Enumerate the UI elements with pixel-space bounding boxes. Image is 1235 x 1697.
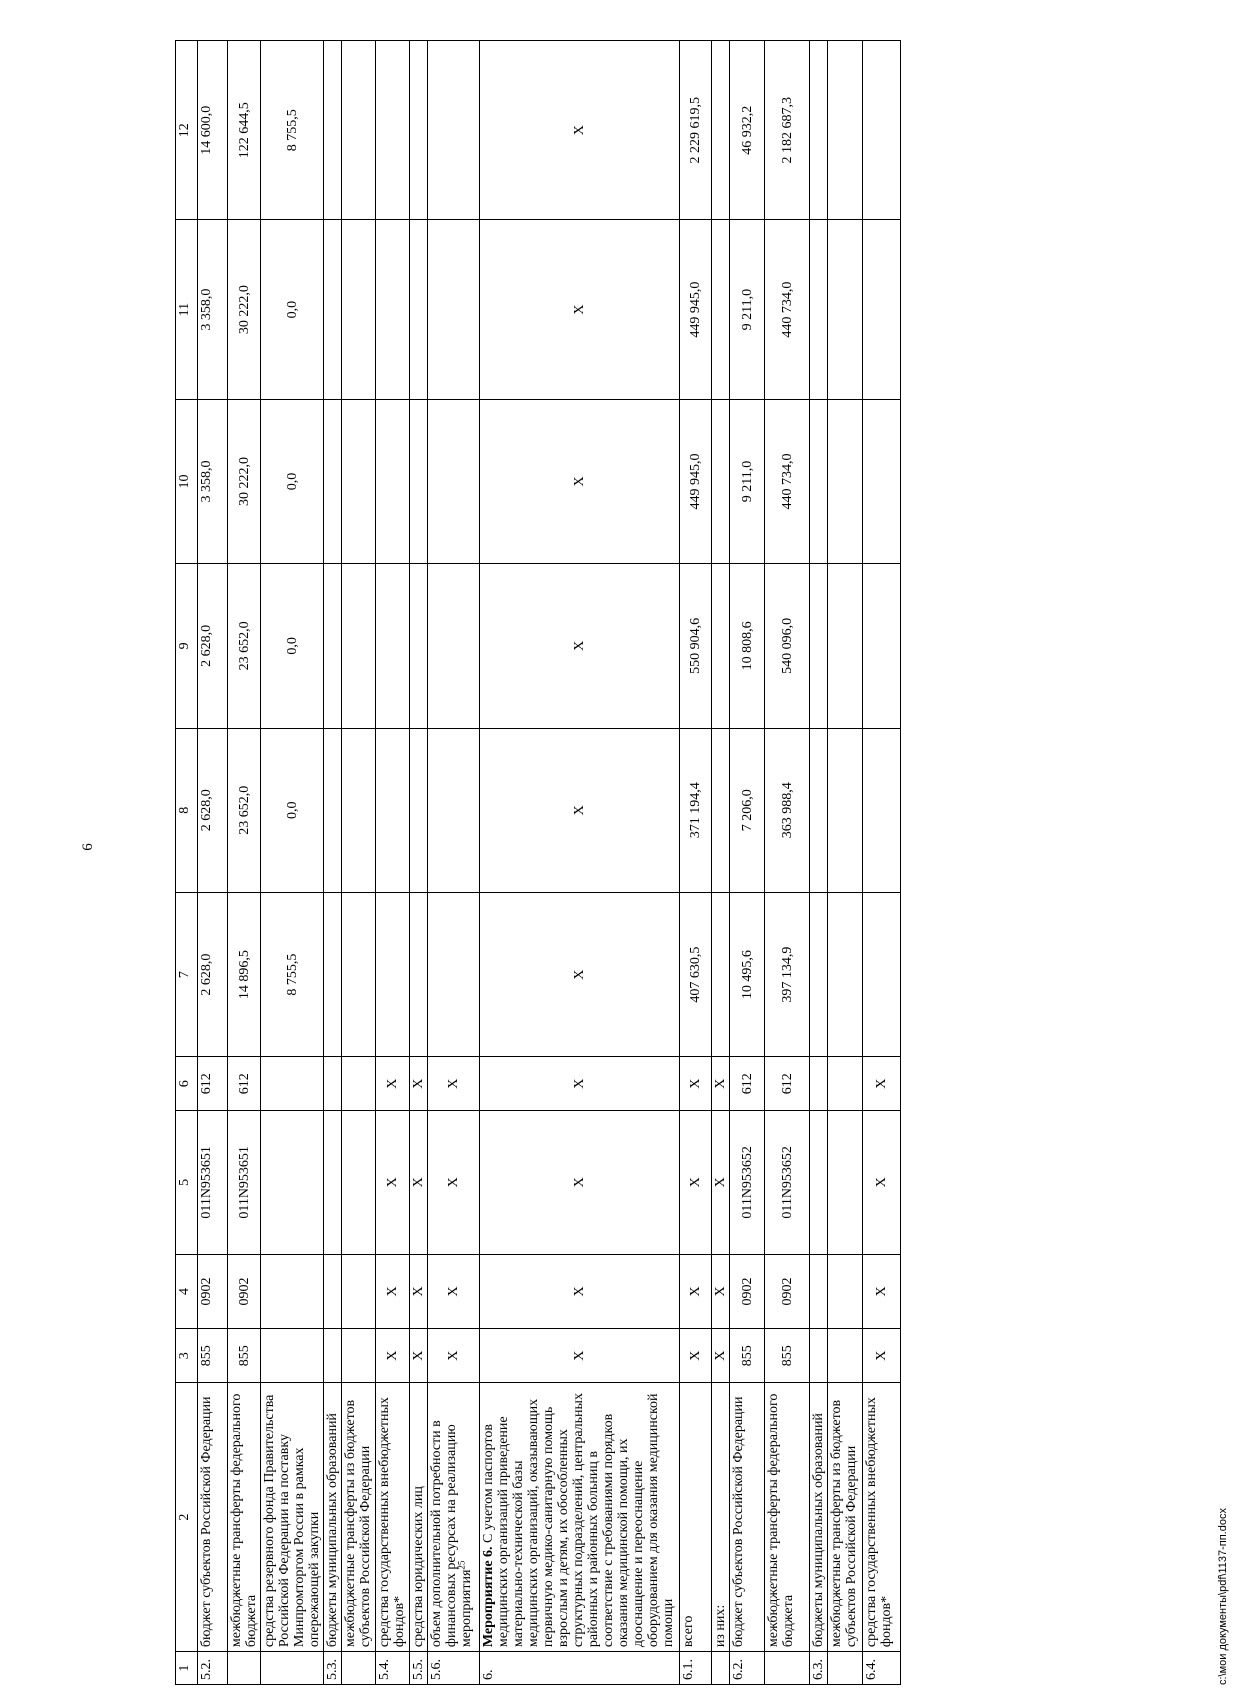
footer-path: c:\мои документы\pdf\1137-пп.docx <box>1217 1508 1229 1685</box>
value-cell <box>863 564 901 728</box>
row-label: бюджеты муниципальных образований <box>324 1383 342 1652</box>
value-cell <box>342 1329 376 1383</box>
value-cell <box>712 41 730 220</box>
value-cell <box>863 41 901 220</box>
value-cell: 2 628,0 <box>198 564 228 728</box>
value-cell <box>342 728 376 892</box>
table-row <box>680 41 712 1685</box>
value-cell: X <box>863 1329 901 1383</box>
row-label: из них: <box>712 1383 730 1652</box>
value-cell: 30 222,0 <box>228 220 261 399</box>
row-label: межбюджетные трансферты из бюджетов субъектов Российской Федерации <box>828 1383 863 1652</box>
value-cell: 0902 <box>765 1254 810 1329</box>
row-number: 6.1. <box>680 1652 712 1685</box>
value-cell: X <box>376 1057 410 1111</box>
value-cell: 0,0 <box>261 564 324 728</box>
budget-table <box>175 40 901 1685</box>
row-label: средства государственных внебюджетных фондов* <box>376 1383 410 1652</box>
value-cell: 363 988,4 <box>765 728 810 892</box>
value-cell: X <box>410 1057 428 1111</box>
value-cell <box>324 220 342 399</box>
value-cell <box>261 1329 324 1383</box>
value-cell <box>712 220 730 399</box>
value-cell <box>376 399 410 563</box>
row-label: бюджеты муниципальных образований <box>810 1383 828 1652</box>
row-label: средства государственных внебюджетных фондов* <box>863 1383 901 1652</box>
value-cell: 23 652,0 <box>228 564 261 728</box>
table-row <box>261 41 324 1685</box>
table-row <box>198 41 228 1685</box>
row-label: межбюджетные трансферты федерального бюджета <box>228 1383 261 1652</box>
value-cell <box>828 728 863 892</box>
value-cell: X <box>480 892 680 1056</box>
value-cell: X <box>376 1111 410 1254</box>
value-cell <box>324 728 342 892</box>
value-cell: 3 358,0 <box>198 399 228 563</box>
value-cell: 8 755,5 <box>261 41 324 220</box>
value-cell <box>342 41 376 220</box>
value-cell: X <box>480 1057 680 1111</box>
value-cell: X <box>376 1254 410 1329</box>
table-row <box>863 41 901 1685</box>
header-cell: 12 <box>176 41 198 220</box>
value-cell: X <box>680 1057 712 1111</box>
value-cell: 0,0 <box>261 728 324 892</box>
value-cell <box>828 1254 863 1329</box>
value-cell <box>428 564 480 728</box>
value-cell <box>828 1111 863 1254</box>
value-cell: 30 222,0 <box>228 399 261 563</box>
row-label-text: объем дополнительной потребности в финансовых ресурсах на реализацию мероприятия <box>429 1420 474 1648</box>
value-cell <box>810 728 828 892</box>
row-label: бюджет субъектов Российской Федерации <box>198 1383 228 1652</box>
table-row <box>410 41 428 1685</box>
value-cell: 10 808,6 <box>730 564 765 728</box>
header-cell: 2 <box>176 1383 198 1652</box>
value-cell <box>810 220 828 399</box>
row-number: 5.6. <box>428 1652 480 1685</box>
header-cell: 6 <box>176 1057 198 1111</box>
value-cell: X <box>428 1057 480 1111</box>
row-label-text: С учетом паспортов медицинских организаций приведение материально-технической базы медицинских организаций, оказывающих первичную медико-санитарную помощь взрослым и детям, их обособленных структурных подразделений, центральных районных и районных больниц в соответствие с требованиями порядков оказания медицинской помощи, их дооснащение и переоснащение оборудованием для оказания медицинской помощи <box>481 1393 676 1648</box>
value-cell <box>324 41 342 220</box>
value-cell: 14 600,0 <box>198 41 228 220</box>
table-row <box>324 41 342 1685</box>
value-cell: X <box>376 1329 410 1383</box>
table-row <box>342 41 376 1685</box>
value-cell: 0902 <box>198 1254 228 1329</box>
value-cell <box>410 399 428 563</box>
value-cell <box>428 399 480 563</box>
table-row <box>810 41 828 1685</box>
value-cell <box>712 564 730 728</box>
row-number: 5.3. <box>324 1652 342 1685</box>
table-row <box>828 41 863 1685</box>
row-number: 5.4. <box>376 1652 410 1685</box>
row-label: бюджет субъектов Российской Федерации <box>730 1383 765 1652</box>
value-cell <box>712 892 730 1056</box>
value-cell: 2 628,0 <box>198 728 228 892</box>
value-cell: X <box>680 1329 712 1383</box>
value-cell: 23 652,0 <box>228 728 261 892</box>
value-cell <box>342 1254 376 1329</box>
value-cell <box>428 220 480 399</box>
value-cell: X <box>480 1111 680 1254</box>
value-cell: X <box>863 1111 901 1254</box>
value-cell <box>863 399 901 563</box>
value-cell: X <box>480 41 680 220</box>
value-cell <box>712 728 730 892</box>
page-number: 6 <box>80 843 96 851</box>
value-cell: 449 945,0 <box>680 220 712 399</box>
value-cell <box>342 1111 376 1254</box>
row-number: 5.2. <box>198 1652 228 1685</box>
value-cell <box>410 220 428 399</box>
value-cell: 7 206,0 <box>730 728 765 892</box>
row-number: 5.5. <box>410 1652 428 1685</box>
value-cell <box>376 220 410 399</box>
value-cell <box>324 399 342 563</box>
value-cell: 10 495,6 <box>730 892 765 1056</box>
table-row <box>765 41 810 1685</box>
value-cell: 612 <box>765 1057 810 1111</box>
value-cell <box>863 728 901 892</box>
value-cell: 440 734,0 <box>765 220 810 399</box>
value-cell: 550 904,6 <box>680 564 712 728</box>
header-cell: 8 <box>176 728 198 892</box>
value-cell <box>324 1057 342 1111</box>
value-cell <box>810 41 828 220</box>
value-cell <box>828 220 863 399</box>
value-cell: 2 628,0 <box>198 892 228 1056</box>
value-cell: X <box>863 1254 901 1329</box>
value-cell: 855 <box>198 1329 228 1383</box>
value-cell: X <box>480 1329 680 1383</box>
value-cell <box>324 564 342 728</box>
value-cell <box>376 41 410 220</box>
value-cell <box>828 892 863 1056</box>
value-cell <box>410 41 428 220</box>
value-cell: 3 358,0 <box>198 220 228 399</box>
value-cell <box>324 892 342 1056</box>
value-cell <box>261 1057 324 1111</box>
table-row <box>730 41 765 1685</box>
value-cell: X <box>480 728 680 892</box>
value-cell: 011N953652 <box>765 1111 810 1254</box>
row-number <box>712 1652 730 1685</box>
value-cell: 0,0 <box>261 220 324 399</box>
value-cell: 440 734,0 <box>765 399 810 563</box>
value-cell <box>342 220 376 399</box>
row-label: средства юридических лиц <box>410 1383 428 1652</box>
table-row <box>376 41 410 1685</box>
row-label: всего <box>680 1383 712 1652</box>
value-cell: X <box>410 1329 428 1383</box>
header-cell: 5 <box>176 1111 198 1254</box>
table-row <box>480 41 680 1685</box>
value-cell: 9 211,0 <box>730 399 765 563</box>
value-cell: 612 <box>730 1057 765 1111</box>
value-cell: 371 194,4 <box>680 728 712 892</box>
value-cell: 122 644,5 <box>228 41 261 220</box>
value-cell: 011N953651 <box>228 1111 261 1254</box>
value-cell: X <box>428 1254 480 1329</box>
value-cell <box>342 399 376 563</box>
value-cell <box>810 564 828 728</box>
header-cell: 11 <box>176 220 198 399</box>
rotated-table-wrapper <box>175 40 1235 1685</box>
value-cell <box>810 399 828 563</box>
value-cell <box>828 1329 863 1383</box>
value-cell: 14 896,5 <box>228 892 261 1056</box>
value-cell <box>342 564 376 728</box>
footnote-marker: 25 <box>456 1560 467 1570</box>
value-cell: 540 096,0 <box>765 564 810 728</box>
value-cell: X <box>712 1111 730 1254</box>
table-row <box>712 41 730 1685</box>
value-cell <box>324 1254 342 1329</box>
value-cell: 9 211,0 <box>730 220 765 399</box>
value-cell: 8 755,5 <box>261 892 324 1056</box>
value-cell <box>410 892 428 1056</box>
value-cell <box>261 1111 324 1254</box>
value-cell: X <box>680 1254 712 1329</box>
value-cell: X <box>410 1254 428 1329</box>
value-cell: X <box>712 1329 730 1383</box>
header-cell: 10 <box>176 399 198 563</box>
header-cell: 3 <box>176 1329 198 1383</box>
row-number: 6.2. <box>730 1652 765 1685</box>
value-cell: 46 932,2 <box>730 41 765 220</box>
value-cell <box>810 1254 828 1329</box>
value-cell <box>828 399 863 563</box>
value-cell <box>376 564 410 728</box>
value-cell <box>810 892 828 1056</box>
value-cell: 2 182 687,3 <box>765 41 810 220</box>
value-cell <box>428 728 480 892</box>
header-cell: 9 <box>176 564 198 728</box>
value-cell <box>376 728 410 892</box>
value-cell: X <box>480 1254 680 1329</box>
value-cell: 855 <box>765 1329 810 1383</box>
value-cell <box>428 892 480 1056</box>
row-label-bold: Мероприятие 6. <box>481 1546 496 1648</box>
row-number: 6.3. <box>810 1652 828 1685</box>
value-cell: X <box>863 1057 901 1111</box>
row-number <box>261 1652 324 1685</box>
row-label: средства резервного фонда Правительства Российской Федерации на поставку Минпромторгом России в рамках опережающей закупки <box>261 1383 324 1652</box>
header-cell: 7 <box>176 892 198 1056</box>
value-cell: 449 945,0 <box>680 399 712 563</box>
value-cell <box>324 1111 342 1254</box>
value-cell: 0902 <box>730 1254 765 1329</box>
value-cell <box>810 1329 828 1383</box>
row-number <box>765 1652 810 1685</box>
value-cell: X <box>428 1111 480 1254</box>
value-cell <box>376 892 410 1056</box>
row-number: 6.4. <box>863 1652 901 1685</box>
header-cell: 4 <box>176 1254 198 1329</box>
value-cell <box>342 892 376 1056</box>
value-cell <box>828 564 863 728</box>
row-label: межбюджетные трансферты из бюджетов субъектов Российской Федерации <box>342 1383 376 1652</box>
value-cell: X <box>410 1111 428 1254</box>
value-cell: X <box>480 399 680 563</box>
value-cell <box>342 1057 376 1111</box>
table-row <box>428 41 480 1685</box>
value-cell <box>410 564 428 728</box>
value-cell: 0902 <box>228 1254 261 1329</box>
header-cell: 1 <box>176 1652 198 1685</box>
table-row <box>228 41 261 1685</box>
value-cell <box>810 1057 828 1111</box>
value-cell <box>324 1329 342 1383</box>
value-cell: 397 134,9 <box>765 892 810 1056</box>
value-cell: 0,0 <box>261 399 324 563</box>
value-cell <box>863 892 901 1056</box>
value-cell <box>828 41 863 220</box>
row-label <box>480 1383 680 1652</box>
row-number: 6. <box>480 1652 680 1685</box>
value-cell: 612 <box>228 1057 261 1111</box>
value-cell <box>810 1111 828 1254</box>
row-number <box>228 1652 261 1685</box>
value-cell: X <box>680 1111 712 1254</box>
value-cell: X <box>480 220 680 399</box>
header-row <box>176 41 198 1685</box>
value-cell <box>261 1254 324 1329</box>
value-cell <box>828 1057 863 1111</box>
row-label: межбюджетные трансферты федерального бюджета <box>765 1383 810 1652</box>
value-cell: 2 229 619,5 <box>680 41 712 220</box>
value-cell: 612 <box>198 1057 228 1111</box>
value-cell <box>410 728 428 892</box>
row-label <box>428 1383 480 1652</box>
value-cell: 855 <box>228 1329 261 1383</box>
row-number <box>342 1652 376 1685</box>
value-cell <box>863 220 901 399</box>
value-cell: X <box>712 1254 730 1329</box>
value-cell: 855 <box>730 1329 765 1383</box>
value-cell: X <box>712 1057 730 1111</box>
value-cell: 011N953651 <box>198 1111 228 1254</box>
value-cell: X <box>480 564 680 728</box>
value-cell: 407 630,5 <box>680 892 712 1056</box>
value-cell: X <box>428 1329 480 1383</box>
value-cell: 011N953652 <box>730 1111 765 1254</box>
row-number <box>828 1652 863 1685</box>
value-cell <box>712 399 730 563</box>
value-cell <box>428 41 480 220</box>
